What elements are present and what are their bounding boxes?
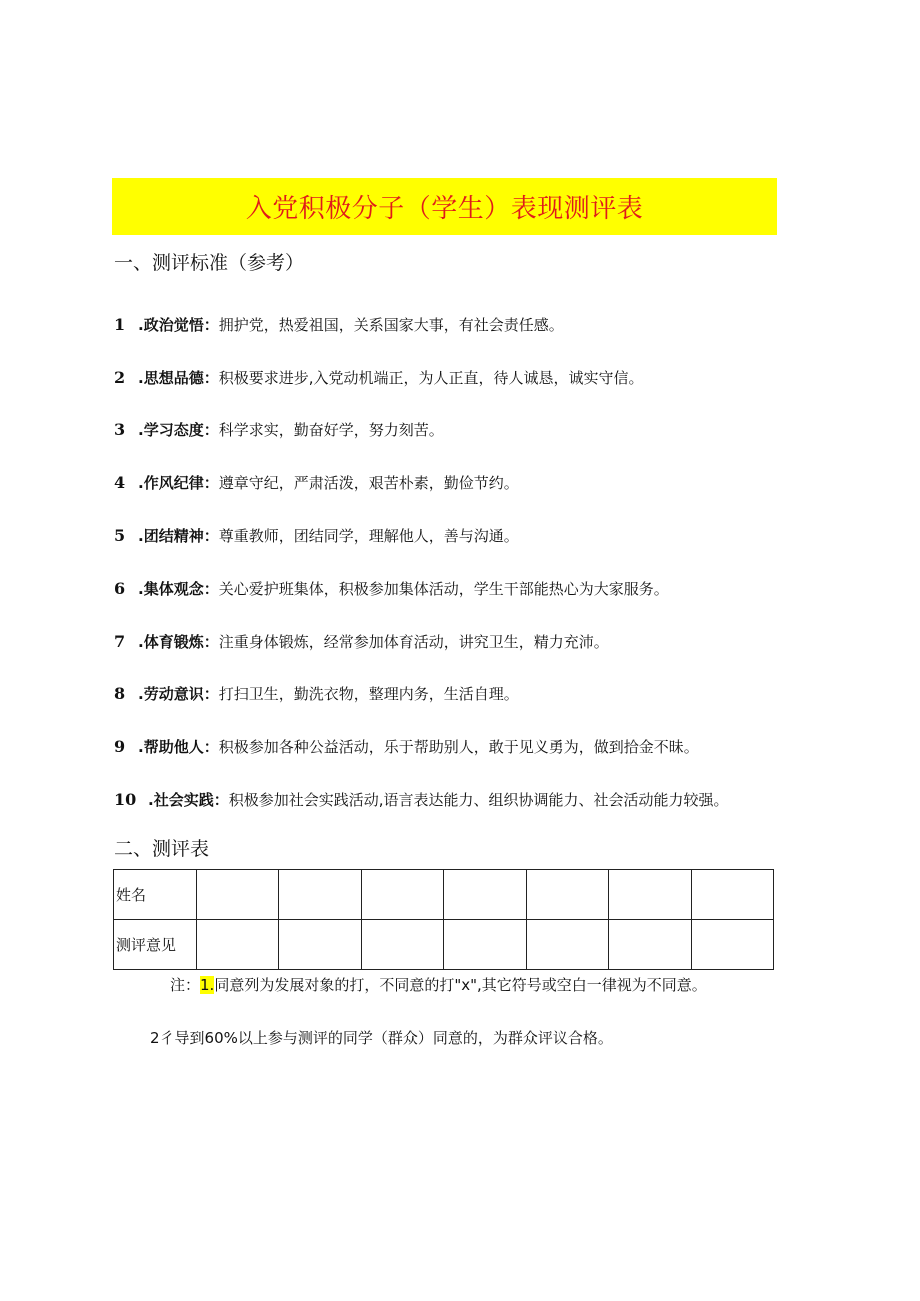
table-cell[interactable]: [526, 920, 608, 970]
table-cell[interactable]: [361, 870, 443, 920]
table-cell[interactable]: [279, 870, 361, 920]
title-banner: [112, 178, 777, 235]
criteria-description: 打扫卫生，勤洗衣物，整理内务，生活自理。: [218, 685, 519, 704]
criteria-name: .作风纪律：: [138, 474, 219, 493]
criteria-name: .帮助他人：: [138, 738, 219, 757]
criteria-item: [114, 562, 814, 615]
criteria-name: .社会实践：: [148, 791, 229, 810]
section-heading-criteria: 一、测评标准（参考）: [114, 252, 305, 274]
table-cell[interactable]: [691, 920, 773, 970]
criteria-description: 积极要求进步,入党动机端正，为人正直，待人诚恳，诚实守信。: [218, 368, 644, 387]
criteria-description: 积极参加社会实践活动,语言表达能力、组织协调能力、社会活动能力较强。: [228, 791, 729, 810]
criteria-description: 遵章守纪，严肃活泼，艰苦朴素，勤俭节约。: [218, 474, 519, 493]
criteria-name: .学习态度：: [138, 421, 219, 440]
criteria-item: [114, 404, 814, 457]
criteria-name: .集体观念：: [138, 579, 219, 598]
note-prefix: 注：: [170, 976, 201, 994]
note-2: 2彳导到60%以上参与测评的同学（群众）同意的，为群众评议合格。: [150, 1029, 613, 1047]
criteria-number: 9: [114, 737, 126, 757]
criteria-name: .劳动意识：: [138, 685, 219, 704]
criteria-item: [114, 720, 814, 773]
criteria-number: 6: [114, 578, 126, 598]
criteria-number: 3: [114, 420, 126, 440]
table-cell[interactable]: [444, 870, 526, 920]
criteria-description: 拥护党，热爱祖国，关系国家大事，有社会责任感。: [218, 315, 564, 334]
table-row-opinion: [114, 920, 774, 970]
criteria-name: .思想品德：: [138, 368, 219, 387]
note-1: [170, 974, 707, 995]
criteria-name: .政治觉悟：: [138, 315, 219, 334]
criteria-item: [114, 773, 814, 826]
criteria-number: 8: [114, 684, 126, 704]
criteria-item: [114, 351, 814, 404]
criteria-number: 4: [114, 473, 126, 493]
table-cell[interactable]: [691, 870, 773, 920]
criteria-item: [114, 668, 814, 721]
criteria-description: 科学求实，勤奋好学，努力刻苦。: [218, 421, 444, 440]
row-label-name: 姓名: [114, 870, 197, 920]
row-label-opinion: 测评意见: [114, 920, 197, 970]
section-heading-table: 二、测评表: [114, 838, 210, 860]
criteria-item: [114, 298, 814, 351]
page-title: 入党积极分子（学生）表现测评表: [245, 194, 644, 224]
criteria-description: 注重身体锻炼，经常参加体育活动，讲究卫生，精力充沛。: [218, 632, 609, 651]
criteria-number: 7: [114, 631, 126, 651]
note-1-text: 同意列为发展对象的打，不同意的打"x",其它符号或空白一律视为不同意。: [214, 976, 707, 994]
criteria-number: 10: [114, 790, 137, 810]
evaluation-table: [113, 869, 774, 970]
criteria-item: [114, 456, 814, 509]
table-cell[interactable]: [197, 920, 279, 970]
criteria-name: .体育锻炼：: [138, 632, 219, 651]
table-row-name: [114, 870, 774, 920]
criteria-description: 积极参加各种公益活动，乐于帮助别人，敢于见义勇为，做到拾金不昧。: [218, 738, 699, 757]
criteria-number: 1: [114, 314, 126, 334]
criteria-name: .团结精神：: [138, 527, 219, 546]
criteria-description: 关心爱护班集体，积极参加集体活动，学生干部能热心为大家服务。: [218, 579, 669, 598]
criteria-item: [114, 509, 814, 562]
criteria-list: [114, 298, 814, 826]
table-cell[interactable]: [609, 870, 691, 920]
table-cell[interactable]: [279, 920, 361, 970]
table-cell[interactable]: [361, 920, 443, 970]
table-cell[interactable]: [609, 920, 691, 970]
table-cell[interactable]: [526, 870, 608, 920]
criteria-number: 2: [114, 367, 126, 387]
table-cell[interactable]: [197, 870, 279, 920]
table-cell[interactable]: [444, 920, 526, 970]
note-1-number: 1.: [200, 976, 215, 994]
criteria-number: 5: [114, 526, 126, 546]
criteria-description: 尊重教师，团结同学，理解他人，善与沟通。: [218, 527, 519, 546]
criteria-item: [114, 615, 814, 668]
